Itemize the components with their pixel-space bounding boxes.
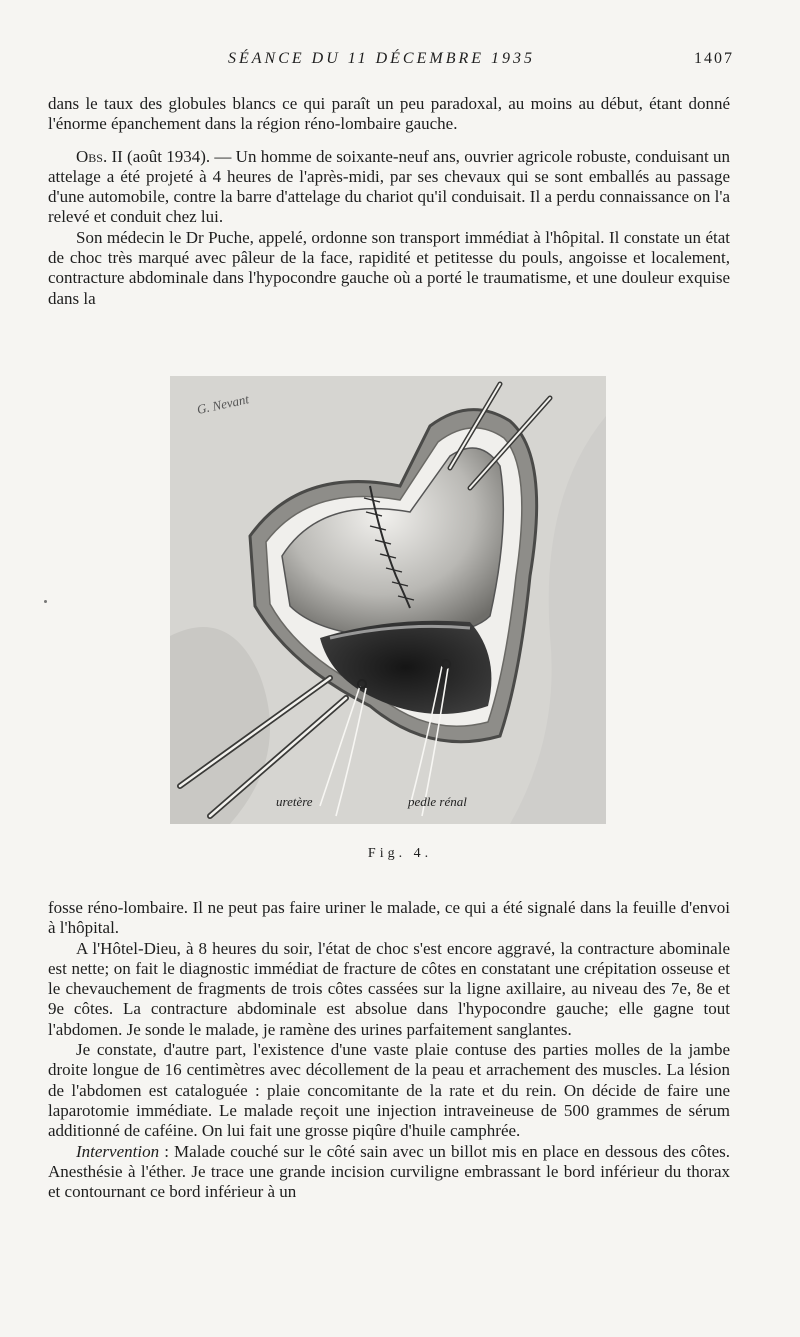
label-uretere: uretère	[276, 794, 313, 809]
label-pedicule-renal: pedle rénal	[408, 794, 467, 809]
intervention-label: Intervention	[76, 1141, 160, 1161]
intervention-paragraph	[48, 1142, 730, 1203]
paragraph: dans le taux des globules blancs ce qui paraît un peu paradoxal, au moins au début, étant donné l'énorme épanchement dans la région réno-lombaire gauche.	[48, 94, 730, 134]
margin-mark	[44, 600, 47, 603]
figure-caption: Fig. 4.	[367, 846, 433, 861]
paragraph: Son médecin le Dr Puche, appelé, ordonne son transport immédiat à l'hôpital. Il constate un état de choc très marqué avec pâleur de la face, rapidité et petitesse du pouls, angoisse et localement, contracture abdominale dans l'hypocondre gauche où a porté le traumatisme, et une douleur exquise dans la	[48, 227, 730, 308]
intervention-text: : Malade couché sur le côté sain avec un billot mis en place en dessous des côtes. Anesthésie à l'éther. Je trace une grande incision curviligne embrassant le bord inférieur du thorax et contournant ce bord inférieur à un	[48, 1141, 730, 1202]
illustration-drawing	[170, 376, 606, 824]
body-text-top	[48, 94, 730, 309]
body-text-bottom	[48, 898, 730, 1202]
observation-paragraph	[48, 147, 730, 228]
paragraph: Je constate, d'autre part, l'existence d'une vaste plaie contuse des parties molles de la jambe droite longue de 16 centimètres avec décollement de la peau et arrachement des muscles. La lésion de l'abdomen est cataloguée : plaie concomitante de la rate et du rein. On décide de faire une laparotomie immédiate. Le malade reçoit une injection intraveineuse de 500 grammes de sérum additionné de caféine. On lui fait une grosse piqûre d'huile camphrée.	[48, 1040, 730, 1141]
running-head	[48, 50, 738, 74]
observation-text: (août 1934). — Un homme de soixante-neuf ans, ouvrier agricole robuste, conduisant un attelage a été projeté à 4 heures de l'après-midi, par ses chevaux qui se sont emballés au passage d'une automobile, contre la barre d'attelage du chariot qu'il conduisait. Il a perdu connaissance on l'a relevé et conduit chez lui.	[48, 146, 731, 227]
page-number: 1407	[694, 50, 734, 67]
surgical-illustration	[170, 376, 606, 824]
observation-label: Obs. II	[76, 146, 123, 166]
artist-signature: G. Nevant	[195, 391, 251, 417]
paragraph: A l'Hôtel-Dieu, à 8 heures du soir, l'état de choc s'est encore aggravé, la contracture abominale est nette; on fait le diagnostic immédiat de fracture de côtes en constatant une crépitation osseuse et le chevauchement de fragments de trois côtes cassées sur la ligne axillaire, au niveau des 7e, 8e et 9e côtes. La contracture abdominale est absolue dans l'hypocondre gauche; elle gagne tout l'abdomen. Je sonde le malade, je ramène des urines parfaitement sanglantes.	[48, 938, 730, 1039]
running-head-title: SÉANCE DU 11 DÉCEMBRE 1935	[228, 50, 536, 67]
paragraph: fosse réno-lombaire. Il ne peut pas faire uriner le malade, ce qui a été signalé dans la feuille d'envoi à l'hôpital.	[48, 898, 730, 938]
